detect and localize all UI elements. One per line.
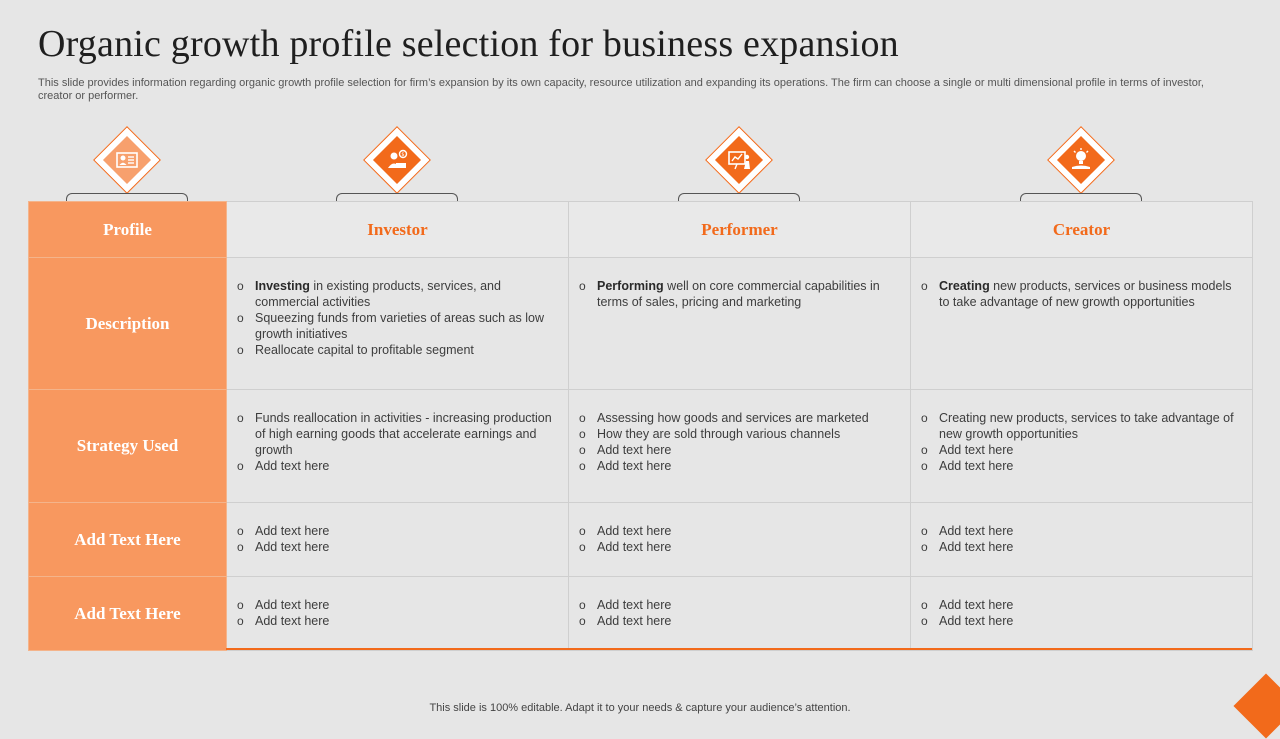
profile-card-icon	[93, 126, 161, 194]
bullet-item	[921, 523, 1238, 539]
column-header-creator: Creator	[911, 202, 1253, 258]
bullet-text: Add text here	[939, 524, 1014, 538]
bullet-item	[921, 442, 1238, 458]
bullet-text: Add text here	[597, 540, 672, 554]
bullet-item	[579, 278, 896, 310]
bullet-text: Add text here	[255, 598, 330, 612]
bullet-text: Add text here	[255, 540, 330, 554]
table-cell	[569, 390, 911, 503]
bullet-item	[237, 278, 554, 310]
table-cell	[911, 503, 1253, 577]
bullet-keyword: Creating	[939, 279, 990, 293]
bullet-text: Squeezing funds from varieties of areas such as low growth initiatives	[255, 311, 545, 341]
table-bottom-accent-line	[226, 648, 1252, 650]
bullet-item	[579, 523, 896, 539]
table-cell	[227, 503, 569, 577]
table-row	[29, 503, 1253, 577]
bullet-text: Assessing how goods and services are marketed	[597, 411, 869, 425]
slide-title: Organic growth profile selection for business expansion	[38, 23, 899, 65]
bullet-item	[921, 613, 1238, 629]
bullet-item	[237, 310, 554, 342]
bullet-item	[921, 539, 1238, 555]
table-cell	[569, 577, 911, 651]
bullet-text: Add text here	[597, 524, 672, 538]
table-cell	[227, 258, 569, 390]
table-row	[29, 390, 1253, 503]
bullet-item	[579, 442, 896, 458]
bullet-item	[921, 458, 1238, 474]
bullet-text: Add text here	[939, 540, 1014, 554]
table-row	[29, 258, 1253, 390]
bullet-keyword: Investing	[255, 279, 310, 293]
column-header-performer: Performer	[569, 202, 911, 258]
bullet-item	[579, 410, 896, 426]
bullet-item	[579, 597, 896, 613]
column-header-investor: Investor	[227, 202, 569, 258]
bullet-item	[921, 278, 1238, 310]
bullet-text: well on core commercial capabilities in terms of sales, pricing and marketing	[597, 279, 880, 309]
table-cell	[911, 390, 1253, 503]
bullet-item	[237, 523, 554, 539]
table-cell	[227, 390, 569, 503]
bullet-text: Add text here	[255, 459, 330, 473]
bullet-item	[237, 539, 554, 555]
table-cell	[569, 503, 911, 577]
bullet-text: Creating new products, services to take advantage of new growth opportunities	[939, 411, 1234, 441]
bullet-item	[237, 613, 554, 629]
bullet-text: Add text here	[255, 524, 330, 538]
bullet-keyword: Performing	[597, 279, 664, 293]
bullet-item	[237, 410, 554, 458]
performer-presentation-icon	[705, 126, 773, 194]
table-cell	[227, 577, 569, 651]
bullet-text: new products, services or business models to take advantage of new growth opportunities	[939, 279, 1232, 309]
table-cell	[911, 258, 1253, 390]
bullet-item	[921, 410, 1238, 442]
bullet-text: Funds reallocation in activities - increasing production of high earning goods that accelerate earnings and growth	[255, 411, 552, 457]
table-header-row	[29, 202, 1253, 258]
row-header-add-text: Add Text Here	[29, 503, 227, 577]
bullet-text: Add text here	[597, 443, 672, 457]
table-cell	[911, 577, 1253, 651]
bullet-item	[579, 426, 896, 442]
table-row	[29, 577, 1253, 651]
creator-idea-icon	[1047, 126, 1115, 194]
bullet-item	[579, 613, 896, 629]
profile-table	[28, 201, 1253, 651]
bullet-text: Add text here	[255, 614, 330, 628]
bullet-item	[921, 597, 1238, 613]
slide-subtitle: This slide provides information regarding organic growth profile selection for firm’s expansion by its own capacity, resource utilization and expanding its operations. The firm can choose a single or multi dimensional profile in terms of investor, creator or performer.	[38, 77, 1204, 102]
bullet-text: Add text here	[939, 459, 1014, 473]
bullet-text: How they are sold through various channels	[597, 427, 841, 441]
footer-note: This slide is 100% editable. Adapt it to your needs & capture your audience’s attention.	[429, 702, 851, 714]
row-header-strategy-used: Strategy Used	[29, 390, 227, 503]
profile-header: Profile	[29, 202, 227, 258]
row-header-description: Description	[29, 258, 227, 390]
row-header-add-text: Add Text Here	[29, 577, 227, 651]
corner-accent-diamond	[1233, 673, 1280, 738]
bullet-text: Add text here	[597, 459, 672, 473]
bullet-text: in existing products, services, and commercial activities	[255, 279, 501, 309]
bullet-text: Add text here	[939, 614, 1014, 628]
investor-money-icon	[363, 126, 431, 194]
bullet-item	[237, 458, 554, 474]
bullet-text: Add text here	[597, 614, 672, 628]
bullet-text: Add text here	[939, 598, 1014, 612]
bullet-text: Add text here	[939, 443, 1014, 457]
svg-text:$: $	[401, 152, 405, 158]
table-cell	[569, 258, 911, 390]
bullet-item	[579, 458, 896, 474]
bullet-item	[237, 597, 554, 613]
bullet-item	[579, 539, 896, 555]
bullet-item	[237, 342, 554, 358]
bullet-text: Reallocate capital to profitable segment	[255, 343, 474, 357]
bullet-text: Add text here	[597, 598, 672, 612]
